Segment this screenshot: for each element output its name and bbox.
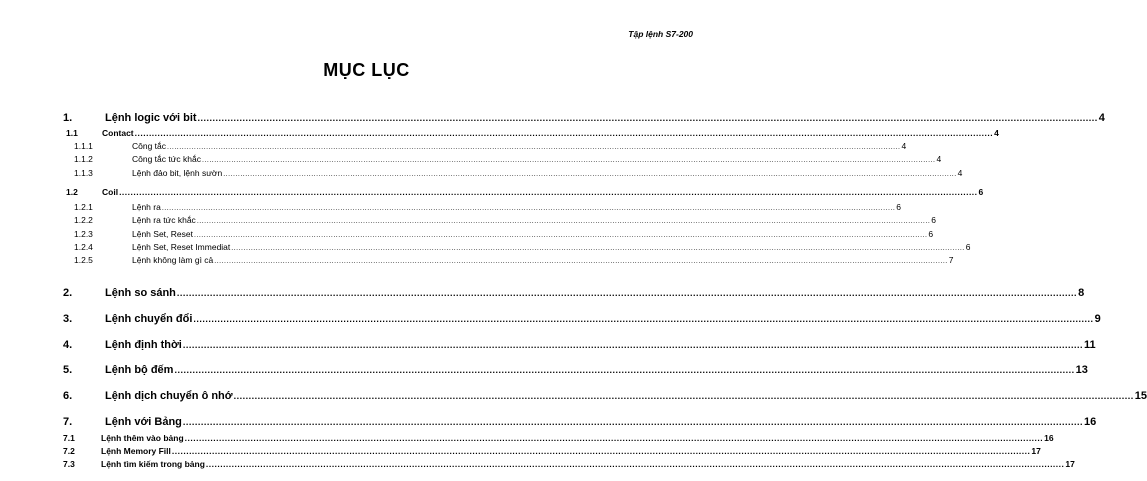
toc-dot-leader: ............................................................................................................................................................................................................................................................................................................ [182,417,1084,427]
toc-entry-number: 1.1 [66,128,78,138]
toc-entry-number: 1.2.5 [74,255,93,265]
toc-entry-label: Lệnh đảo bit, lệnh sườn [132,168,223,178]
toc-entry-page-number: 17 [1065,459,1075,469]
toc-dot-leader: ............................................................................................................................................................................................................................................................................................................ [231,245,965,252]
toc-entry-page-number: 11 [1084,339,1096,351]
toc-entry-number: 1.2.3 [74,229,93,239]
toc-entry[interactable] [63,313,1101,325]
toc-entry-page-number: 16 [1044,433,1054,443]
toc-entry-label: Lệnh không làm gì cả [132,255,214,265]
toc-entry-page-number: 13 [1075,364,1088,376]
toc-entry[interactable] [74,255,954,265]
toc-entry[interactable] [74,141,907,151]
toc-entry[interactable] [63,339,1096,351]
toc-entry-page-number: 4 [936,154,942,164]
toc-entry-label: Lệnh dịch chuyển ô nhớ [105,390,233,402]
toc-entry-number: 4. [63,339,73,351]
toc-entry-label: Công tắc [132,141,167,151]
toc-entry-label: Lệnh định thời [105,339,182,351]
toc-entry[interactable] [74,154,942,164]
toc-entry-label: Công tắc tức khắc [132,154,202,164]
toc-entry-label: Lệnh ra [132,202,161,212]
toc-entry-label: Coil [102,187,119,197]
toc-entry-number: 1.2.4 [74,242,93,252]
toc-entry-number: 1. [63,112,73,124]
toc-entry[interactable] [63,459,1075,469]
toc-entry-number: 1.1.1 [74,141,93,151]
toc-entry-page-number: 6 [931,215,936,225]
toc-entry-number: 1.2 [66,187,78,197]
toc-entry-number: 7.3 [63,459,75,469]
toc-dot-leader: ............................................................................................................................................................................................................................................................................................................ [214,258,948,265]
document-header-title: Tập lệnh S7-200 [628,29,693,39]
toc-entry-number: 1.2.1 [74,202,93,212]
toc-entry-page-number: 4 [1098,112,1105,124]
toc-entry-page-number: 7 [948,255,954,265]
toc-entry-number: 6. [63,390,73,402]
toc-dot-leader: ............................................................................................................................................................................................................................................................................................................ [134,128,994,138]
toc-entry-label: Lệnh chuyển đổi [105,313,193,325]
toc-entry[interactable] [63,287,1085,299]
toc-entry-number: 3. [63,313,73,325]
toc-dot-leader: ............................................................................................................................................................................................................................................................................................................ [167,144,901,151]
toc-entry[interactable] [74,202,902,212]
toc-dot-leader: ............................................................................................................................................................................................................................................................................................................ [202,157,936,164]
toc-entry-label: Lệnh với Bảng [105,416,182,428]
toc-entry-page-number: 15 [1134,390,1147,402]
toc-entry-page-number: 6 [978,187,984,197]
toc-entry[interactable] [63,416,1097,428]
toc-entry[interactable] [66,128,999,138]
toc-entry-label: Lệnh Memory Fill [101,446,171,456]
toc-dot-leader: ............................................................................................................................................................................................................................................................................................................ [161,205,896,212]
toc-entry-number: 1.2.2 [74,215,93,225]
toc-entry-page-number: 4 [901,141,907,151]
toc-entry-number: 7. [63,416,73,428]
toc-entry[interactable] [63,390,1147,402]
toc-dot-leader: ............................................................................................................................................................................................................................................................................................................ [174,365,1075,375]
toc-entry-page-number: 6 [896,202,902,212]
toc-entry-label: Lệnh bộ đếm [105,364,174,376]
toc-entry-page-number: 6 [928,229,934,239]
toc-dot-leader: ............................................................................................................................................................................................................................................................................................................ [223,171,957,178]
toc-entry-label: Contact [102,128,134,138]
toc-dot-leader: ............................................................................................................................................................................................................................................................................................................ [205,459,1065,469]
page-title: MỤC LỤC [323,60,410,80]
toc-entry-label: Lệnh ra tức khắc [132,215,196,225]
toc-entry[interactable] [74,168,963,178]
toc-entry-page-number: 17 [1031,446,1041,456]
toc-entry-page-number: 8 [1078,287,1085,299]
toc-entry-label: Lệnh logic với bit [105,112,197,124]
toc-entry-number: 7.1 [63,433,75,443]
toc-entry[interactable] [63,446,1041,456]
toc-entry-number: 1.1.2 [74,154,93,164]
toc-entry[interactable] [74,242,971,252]
toc-entry[interactable] [63,364,1088,376]
toc-entry[interactable] [74,229,934,239]
toc-dot-leader: ............................................................................................................................................................................................................................................................................................................ [197,113,1098,123]
toc-entry-label: Lệnh so sánh [105,287,176,299]
toc-dot-leader: ............................................................................................................................................................................................................................................................................................................ [119,187,978,197]
toc-dot-leader: ............................................................................................................................................................................................................................................................................................................ [196,218,931,225]
toc-dot-leader: ............................................................................................................................................................................................................................................................................................................ [233,391,1134,401]
toc-entry-page-number: 6 [965,242,971,252]
toc-dot-leader: ............................................................................................................................................................................................................................................................................................................ [176,288,1078,298]
toc-entry[interactable] [63,112,1105,124]
toc-entry-label: Lệnh Set, Reset [132,229,193,239]
toc-entry-page-number: 9 [1094,313,1101,325]
toc-dot-leader: ............................................................................................................................................................................................................................................................................................................ [184,433,1044,443]
toc-entry-number: 2. [63,287,73,299]
toc-entry-page-number: 4 [994,128,999,138]
toc-entry-number: 7.2 [63,446,75,456]
toc-entry[interactable] [74,215,936,225]
toc-entry[interactable] [63,433,1054,443]
toc-entry-label: Lệnh thêm vào bảng [101,433,184,443]
toc-dot-leader: ............................................................................................................................................................................................................................................................................................................ [193,232,928,239]
toc-entry-number: 1.1.3 [74,168,93,178]
toc-dot-leader: ............................................................................................................................................................................................................................................................................................................ [182,340,1084,350]
toc-entry-label: Lệnh tìm kiếm trong bảng [101,459,205,469]
toc-dot-leader: ............................................................................................................................................................................................................................................................................................................ [171,446,1031,456]
toc-dot-leader: ............................................................................................................................................................................................................................................................................................................ [193,314,1094,324]
toc-entry-page-number: 16 [1084,416,1097,428]
toc-entry[interactable] [66,187,984,197]
toc-entry-number: 5. [63,364,73,376]
toc-entry-page-number: 4 [957,168,963,178]
toc-entry-label: Lệnh Set, Reset Immediat [132,242,231,252]
